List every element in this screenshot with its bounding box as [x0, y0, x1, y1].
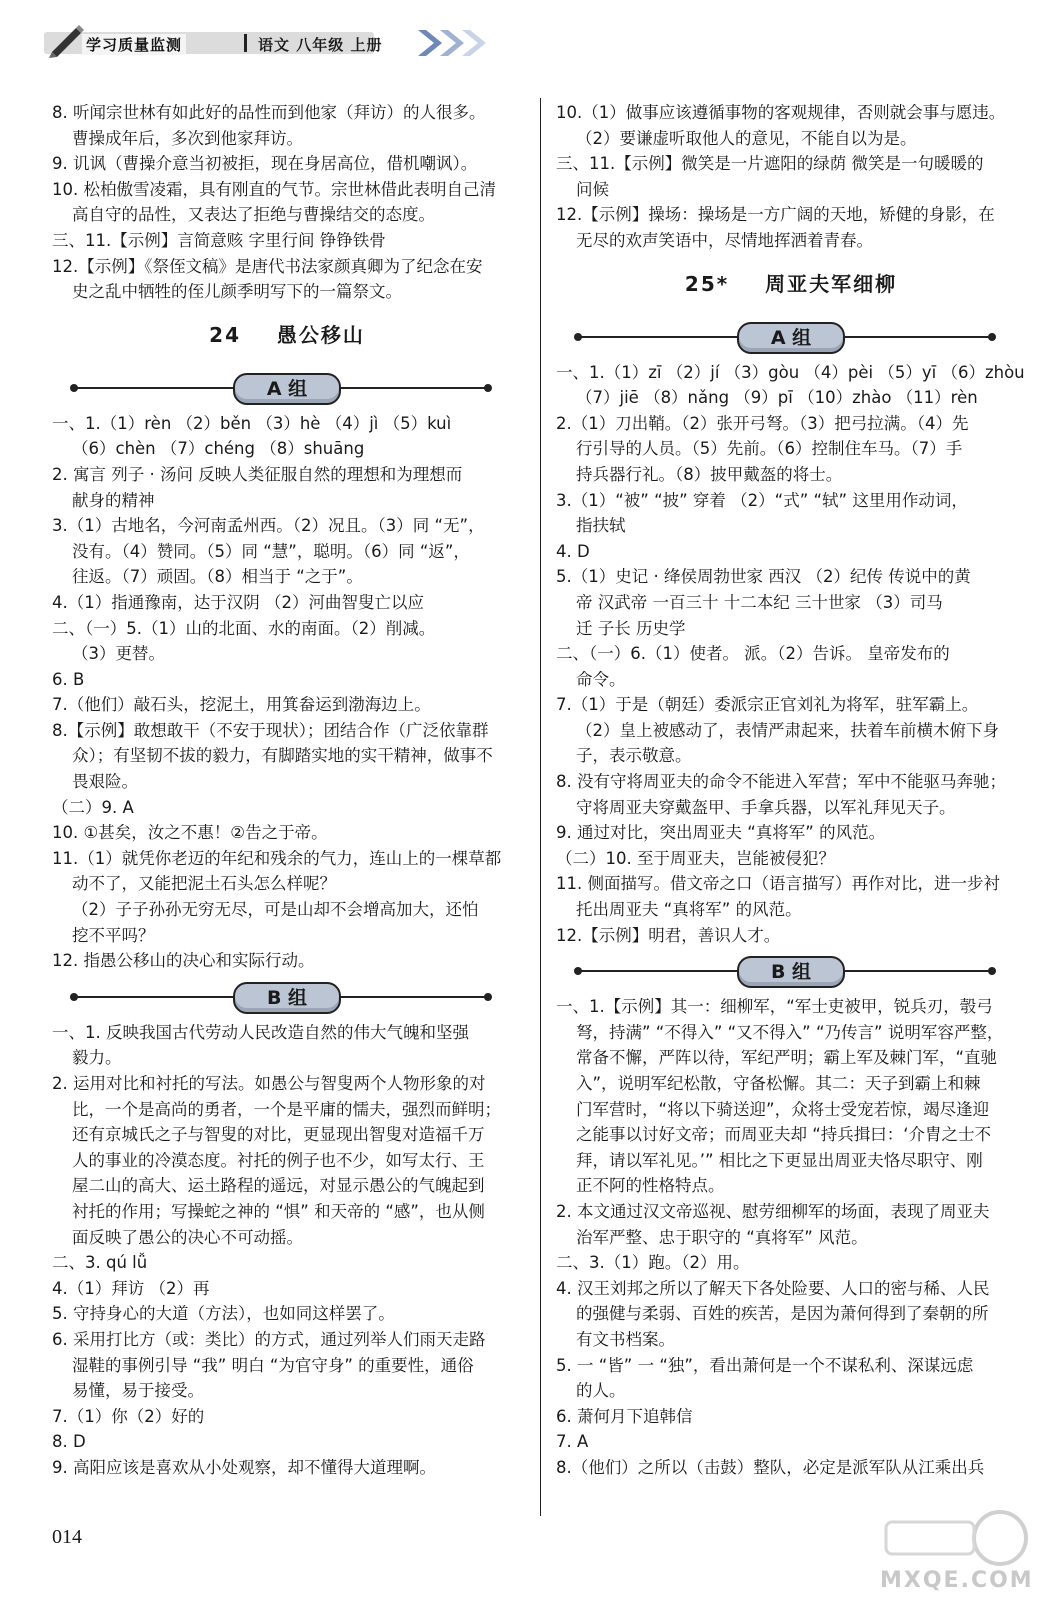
- answer-line: 6. 采用打比方（或：类比）的方式，通过列举人们雨天走路: [52, 1329, 486, 1349]
- answer-line: 行引导的人员。（5）先前。（6）控制住车马。（7）手: [576, 439, 963, 459]
- answer-line: 人的事业的冷漠态度。衬托的例子也不少，如写太行、王: [72, 1150, 485, 1170]
- answer-line: 8.【示例】敢想敢干（不安于现状）；团结合作（广泛依靠群: [52, 720, 489, 740]
- answer-line: 二、3. qú lǚ: [52, 1253, 148, 1273]
- answer-line: 面反映了愚公的决心不可动摇。: [72, 1227, 303, 1247]
- answer-line: 命令。: [576, 669, 626, 689]
- answer-line: 毅力。: [72, 1048, 122, 1068]
- rule-dot: [574, 967, 582, 975]
- answer-line: 门军营时，“将以下骑送迎”，众将士受宠若惊，竭尽逢迎: [576, 1099, 990, 1119]
- answer-line: 动不了，又能把泥土石头怎么样呢？: [72, 874, 336, 894]
- answer-line: 易懂，易于接受。: [72, 1381, 204, 1401]
- answer-line: 一、1.（1）rèn （2）běn （3）hè （4）jì （5）kuì: [52, 413, 452, 433]
- answer-line: 9. 讥讽（曹操介意当初被拒，现在身居高位，借机嘲讽）。: [52, 154, 478, 174]
- answer-line: 入”，说明军纪松散，守备松懈。其二：天子到霸上和棘: [576, 1074, 981, 1093]
- answer-line: 12.【示例】操场：操场是一方广阔的天地，矫健的身影，在: [556, 205, 995, 225]
- rule-dot: [988, 967, 996, 975]
- answer-line: 2. 本文通过汉文帝巡视、慰劳细柳军的场面，表现了周亚夫: [556, 1201, 990, 1221]
- answer-line: 三、11.【示例】言简意赅 字里行间 铮铮铁骨: [52, 230, 386, 250]
- answer-line: 湿鞋的事例引导 “我” 明白 “为官守身” 的重要性，通俗: [72, 1355, 474, 1375]
- answer-line: 的强健与柔弱、百姓的疾苦，是因为萧何得到了秦朝的所: [576, 1304, 989, 1324]
- answer-line: 往返。（7）顽固。（8）相当于 “之于”。: [72, 567, 363, 587]
- header-subtitle: 语文 八年级 上册: [258, 36, 383, 54]
- answer-line: （2）皇上被感动了，表情严肃起来，扶着车前横木俯下身: [576, 720, 999, 740]
- answer-line: 指扶轼: [576, 516, 626, 536]
- answer-line: 问候: [576, 179, 609, 199]
- left-column: [52, 100, 522, 1481]
- answer-line: 6. B: [52, 669, 85, 689]
- answer-line: 7. A: [556, 1432, 589, 1452]
- answer-line: 史之乱中牺牲的侄儿颜季明写下的一篇祭文。: [72, 282, 402, 302]
- answer-line: 二、（一）6.（1）使者。 派。（2）告诉。 皇帝发布的: [556, 644, 950, 664]
- answer-line: 6. 萧何月下追韩信: [556, 1406, 693, 1426]
- answer-line: 二、3.（1）跑。（2）用。: [556, 1253, 750, 1273]
- answer-line: 12. 指愚公移山的决心和实际行动。: [52, 951, 315, 971]
- answer-line: 7.（1）于是（朝廷）委派宗正官刘礼为将军，驻军霸上。: [556, 695, 979, 715]
- column-divider: [540, 98, 541, 1516]
- answer-line: 守将周亚夫穿戴盔甲、手拿兵器，以军礼拜见天子。: [576, 797, 956, 817]
- answer-line: 帝 汉武帝 一百三十 十二本纪 三十世家 （3）司马: [576, 592, 943, 612]
- answer-line: 9. 高阳应该是喜欢从小处观察，却不懂得大道理啊。: [52, 1457, 436, 1477]
- header-brand: 学习质量监测: [82, 34, 186, 55]
- group-heading: [52, 365, 522, 411]
- answer-line: 持兵器行礼。（8）披甲戴盔的将士。: [576, 464, 843, 484]
- header-separator: [244, 34, 247, 52]
- answer-line: 2. 运用对比和衬托的写法。如愚公与智叟两个人物形象的对: [52, 1074, 486, 1093]
- answer-line: 挖不平吗？: [72, 925, 155, 945]
- chevron-arrows-icon: [416, 28, 492, 58]
- answer-line: 4.（1）指通豫南，达于汉阴 （2）河曲智叟亡以应: [52, 592, 424, 612]
- answer-line: 4. 汉王刘邦之所以了解天下各处险要、人口的密与稀、人民: [556, 1278, 990, 1298]
- answer-line: 3.（1）古地名，今河南孟州西。（2）况且。（3）同 “无”，: [52, 516, 485, 536]
- rule-dot: [988, 333, 996, 341]
- answer-line: （2）要谦虚听取他人的意见，不能自以为是。: [576, 128, 917, 148]
- page-number: 014: [52, 1526, 82, 1548]
- answer-line: （2）子子孙孙无穷无尽，可是山却不会增高加大，还怕: [72, 900, 479, 920]
- group-heading: [52, 974, 522, 1020]
- group-badge: B 组: [233, 982, 341, 1014]
- answer-line: （二）9. A: [52, 797, 134, 817]
- answer-line: 11.（1）就凭你老迈的年纪和残余的气力，连山上的一棵草都: [52, 848, 502, 868]
- rule-dot: [484, 384, 492, 392]
- answer-line: 7.（他们）敲石头，挖泥土，用箕畚运到渤海边上。: [52, 695, 431, 715]
- answer-line: （3）更替。: [72, 644, 165, 664]
- answer-line: 5. 一 “皆” 一 “独”，看出萧何是一个不谋私利、深谋远虑: [556, 1355, 974, 1375]
- group-badge: A 组: [737, 322, 845, 354]
- answer-line: 子，表示敬意。: [576, 746, 692, 766]
- answer-line: 2. 寓言 列子 · 汤问 反映人类征服自然的理想和为理想而: [52, 464, 463, 484]
- answer-line: 还有京城氏之子与智叟的对比，更显现出智叟对造福千万: [72, 1125, 485, 1145]
- rule-dot: [70, 384, 78, 392]
- rule-dot: [70, 993, 78, 1001]
- section-title: 24 愚公移山: [209, 322, 365, 347]
- answer-line: 10. 松柏傲雪凌霜，具有刚直的气节。宗世林借此表明自己清: [52, 179, 496, 199]
- answer-line: 托出周亚夫 “真将军” 的风范。: [576, 900, 802, 920]
- answer-line: 12.【示例】明君，善识人才。: [556, 925, 781, 945]
- answer-line: 7.（1）你（2）好的: [52, 1406, 205, 1426]
- group-badge: A 组: [233, 373, 341, 405]
- answer-line: 畏艰险。: [72, 772, 138, 792]
- answer-line: 一、1. 反映我国古代劳动人民改造自然的伟大气魄和坚强: [52, 1022, 469, 1042]
- answer-line: 12.【示例】《祭侄文稿》是唐代书法家颜真卿为了纪念在安: [52, 256, 483, 276]
- answer-line: 10. ①甚矣，汝之不惠！②告之于帝。: [52, 823, 328, 843]
- answer-line: 的人。: [576, 1381, 626, 1401]
- answer-line: 之能事以讨好文帝；而周亚夫却 “持兵揖曰：‘介胄之士不: [576, 1125, 992, 1145]
- answer-line: 3.（1）“被” “披” 穿着 （2）“式” “轼” 这里用作动词，: [556, 490, 968, 510]
- answer-line: 无尽的欢声笑语中，尽情地挥洒着青春。: [576, 230, 873, 250]
- answer-line: 5. 守持身心的大道（方法），也如同这样罢了。: [52, 1304, 395, 1324]
- answer-line: 10.（1）做事应该遵循事物的客观规律，否则就会事与愿违。: [556, 103, 1006, 122]
- group-heading: [556, 948, 1026, 994]
- answer-line: 没有。（4）赞同。（5）同 “慧”，聪明。（6）同 “返”，: [72, 541, 470, 561]
- watermark-logo: [880, 1508, 1034, 1598]
- rule-dot: [484, 993, 492, 1001]
- answer-line: （7）jiē （8）nǎng （9）pī （10）zhào （11）rèn: [576, 388, 978, 408]
- pen-icon: [46, 22, 86, 58]
- answer-line: （6）chèn （7）chéng （8）shuāng: [72, 439, 365, 459]
- answer-line: 三、11.【示例】微笑是一片遮阳的绿荫 微笑是一句暖暖的: [556, 154, 984, 174]
- group-badge: B 组: [737, 956, 845, 988]
- page-header: [44, 22, 464, 62]
- answer-line: 8. D: [52, 1432, 86, 1452]
- answer-line: 正不阿的性格特点。: [576, 1176, 725, 1196]
- answer-line: 高自守的品性，又表达了拒绝与曹操结交的态度。: [72, 205, 435, 225]
- answer-line: 有文书档案。: [576, 1329, 675, 1349]
- right-column: [556, 100, 1026, 1481]
- answer-line: 4. D: [556, 541, 590, 561]
- answer-line: 8.（他们）之所以（击鼓）整队，必定是派军队从江乘出兵: [556, 1457, 985, 1477]
- answer-line: 4.（1）拜访 （2）再: [52, 1278, 210, 1298]
- answer-line: 治军严整、忠于职守的 “真将军” 风范。: [576, 1227, 868, 1247]
- answer-line: 一、1.【示例】其一：细柳军，“军士吏被甲，锐兵刃，彀弓: [556, 997, 993, 1017]
- answer-line: 11. 侧面描写。借文帝之口（语言描写）再作对比，进一步衬: [556, 874, 1000, 894]
- answer-line: 衬托的作用；写操蛇之神的 “惧” 和天帝的 “感”，也从侧: [72, 1201, 485, 1221]
- answer-line: 2.（1）刀出鞘。（2）张开弓弩。（3）把弓拉满。（4）先: [556, 413, 969, 433]
- answer-line: 献身的精神: [72, 490, 155, 510]
- answer-line: （二）10. 至于周亚夫，岂能被侵犯？: [556, 848, 835, 868]
- section-title: 25* 周亚夫军细柳: [684, 271, 898, 296]
- answer-line: 5.（1）史记 · 绛侯周勃世家 西汉 （2）纪传 传说中的黄: [556, 567, 971, 587]
- answer-line: 屋二山的高大、运土路程的遥远，对显示愚公的气魄起到: [72, 1176, 485, 1196]
- answer-line: 8. 听闻宗世林有如此好的品性而到他家（拜访）的人很多。: [52, 103, 486, 122]
- watermark-text: MXQE.COM: [880, 1568, 1034, 1593]
- rule-dot: [574, 333, 582, 341]
- answer-line: 8. 没有守将周亚夫的命令不能进入军营；军中不能驱马奔驰；: [556, 772, 1006, 792]
- answer-line: 9. 通过对比，突出周亚夫 “真将军” 的风范。: [556, 823, 886, 843]
- answer-line: 迁 子长 历史学: [576, 618, 686, 638]
- answer-line: 曹操成年后，多次到他家拜访。: [72, 128, 303, 148]
- answer-line: 二、（一）5.（1）山的北面、水的南面。（2）削减。: [52, 618, 436, 638]
- answer-line: 拜，请以军礼见。’” 相比之下更显出周亚夫恪尽职守、刚: [576, 1150, 983, 1170]
- answer-line: 比，一个是高尚的勇者，一个是平庸的懦夫，强烈而鲜明；: [72, 1099, 501, 1119]
- group-heading: [556, 314, 1026, 360]
- answer-line: 常备不懈，严阵以待，军纪严明；霸上军及棘门军，“直驰: [576, 1048, 998, 1068]
- answer-line: 弩，持满” “不得入” “又不得入” “乃传言” 说明军容严整，: [576, 1022, 1004, 1042]
- answer-line: 一、1.（1）zī （2）jí （3）gòu （4）pèi （5）yī （6）zhòu: [556, 362, 1025, 382]
- answer-line: 众）；有坚韧不拔的毅力，有脚踏实地的实干精神，做事不: [72, 746, 493, 766]
